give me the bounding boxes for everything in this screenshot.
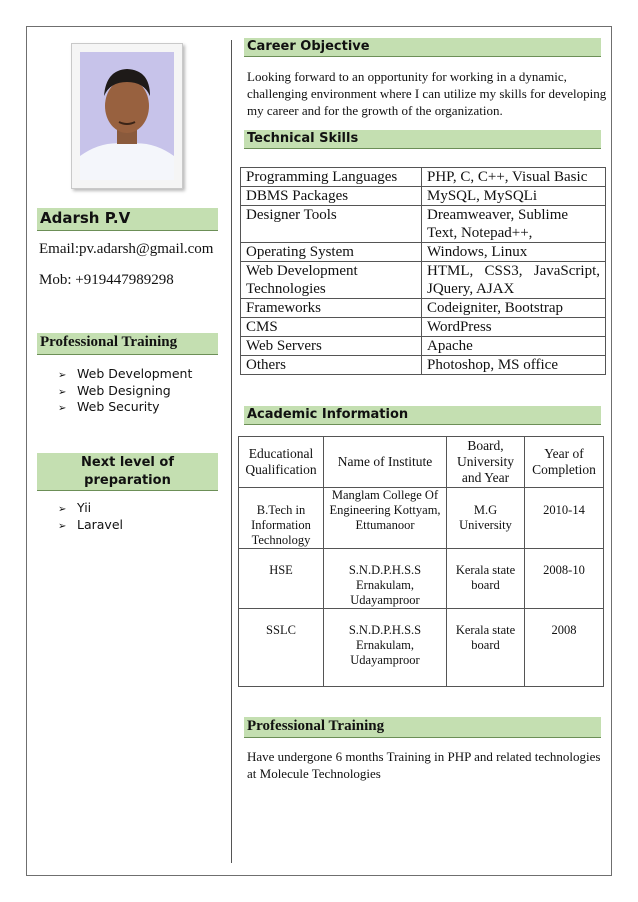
table-header-row: Educational Qualification Name of Institute Board, University and Year Year of Completion (239, 437, 604, 488)
arrow-bullet-icon: ➢ (58, 520, 67, 532)
table-row: SSLC S.N.D.P.H.S.S Ernakulam, Udayamproor Kerala state board 2008 (239, 609, 604, 687)
candidate-name: Adarsh P.V (37, 208, 218, 231)
list-item: ➢ Web Designing (58, 383, 192, 400)
next-level-heading: Next level of preparation (37, 453, 218, 491)
training-list (58, 366, 192, 416)
academic-table (238, 436, 604, 687)
list-item: ➢ Web Security (58, 399, 192, 416)
arrow-bullet-icon: ➢ (58, 386, 67, 398)
table-row: Programming Languages PHP, C, C++, Visual Basic (241, 168, 606, 187)
technical-skills-heading: Technical Skills (244, 130, 601, 149)
list-item: ➢ Web Development (58, 366, 192, 383)
table-row: Web Servers Apache (241, 337, 606, 356)
arrow-bullet-icon: ➢ (58, 370, 67, 381)
column-divider (231, 40, 232, 863)
table-row: B.Tech in Information Technology Manglam College Of Engineering Kottyam, Ettumanoor M.G University 2010-14 (239, 488, 604, 549)
table-row: Web Development Technologies HTML, CSS3, JavaScript, JQuery, AJAX (241, 262, 606, 299)
professional-training-heading: Professional Training (37, 333, 218, 355)
arrow-bullet-icon: ➢ (58, 403, 67, 414)
professional-training-text: Have undergone 6 months Training in PHP and related technologies at Molecule Technologies (247, 749, 601, 781)
table-row: HSE S.N.D.P.H.S.S Ernakulam, Udayamproor Kerala state board 2008-10 (239, 549, 604, 609)
table-row: Designer Tools Dreamweaver, Sublime Text, Notepad++, (241, 206, 606, 243)
table-row: CMS WordPress (241, 318, 606, 337)
table-row: DBMS Packages MySQL, MySQLi (241, 187, 606, 206)
technical-skills-table (240, 167, 606, 375)
next-level-list (58, 500, 123, 533)
career-objective-heading: Career Objective (244, 38, 601, 57)
list-item: ➢ Laravel (58, 517, 123, 534)
professional-training-section-heading: Professional Training (244, 717, 601, 738)
table-row: Operating System Windows, Linux (241, 243, 606, 262)
academic-information-heading: Academic Information (244, 406, 601, 425)
career-objective-text: Looking forward to an opportunity for working in a dynamic, challenging environment where I can utilize my skills for developing my career and for the growth of the organization. (247, 69, 607, 118)
table-row: Others Photoshop, MS office (241, 356, 606, 375)
list-item: ➢ Yii (58, 500, 123, 517)
profile-photo (71, 43, 183, 189)
table-row: Frameworks Codeigniter, Bootstrap (241, 299, 606, 318)
mobile-text: Mob: +919447989298 (39, 272, 174, 288)
arrow-bullet-icon: ➢ (58, 504, 67, 515)
email-text: Email:pv.adarsh@gmail.com (39, 241, 214, 257)
